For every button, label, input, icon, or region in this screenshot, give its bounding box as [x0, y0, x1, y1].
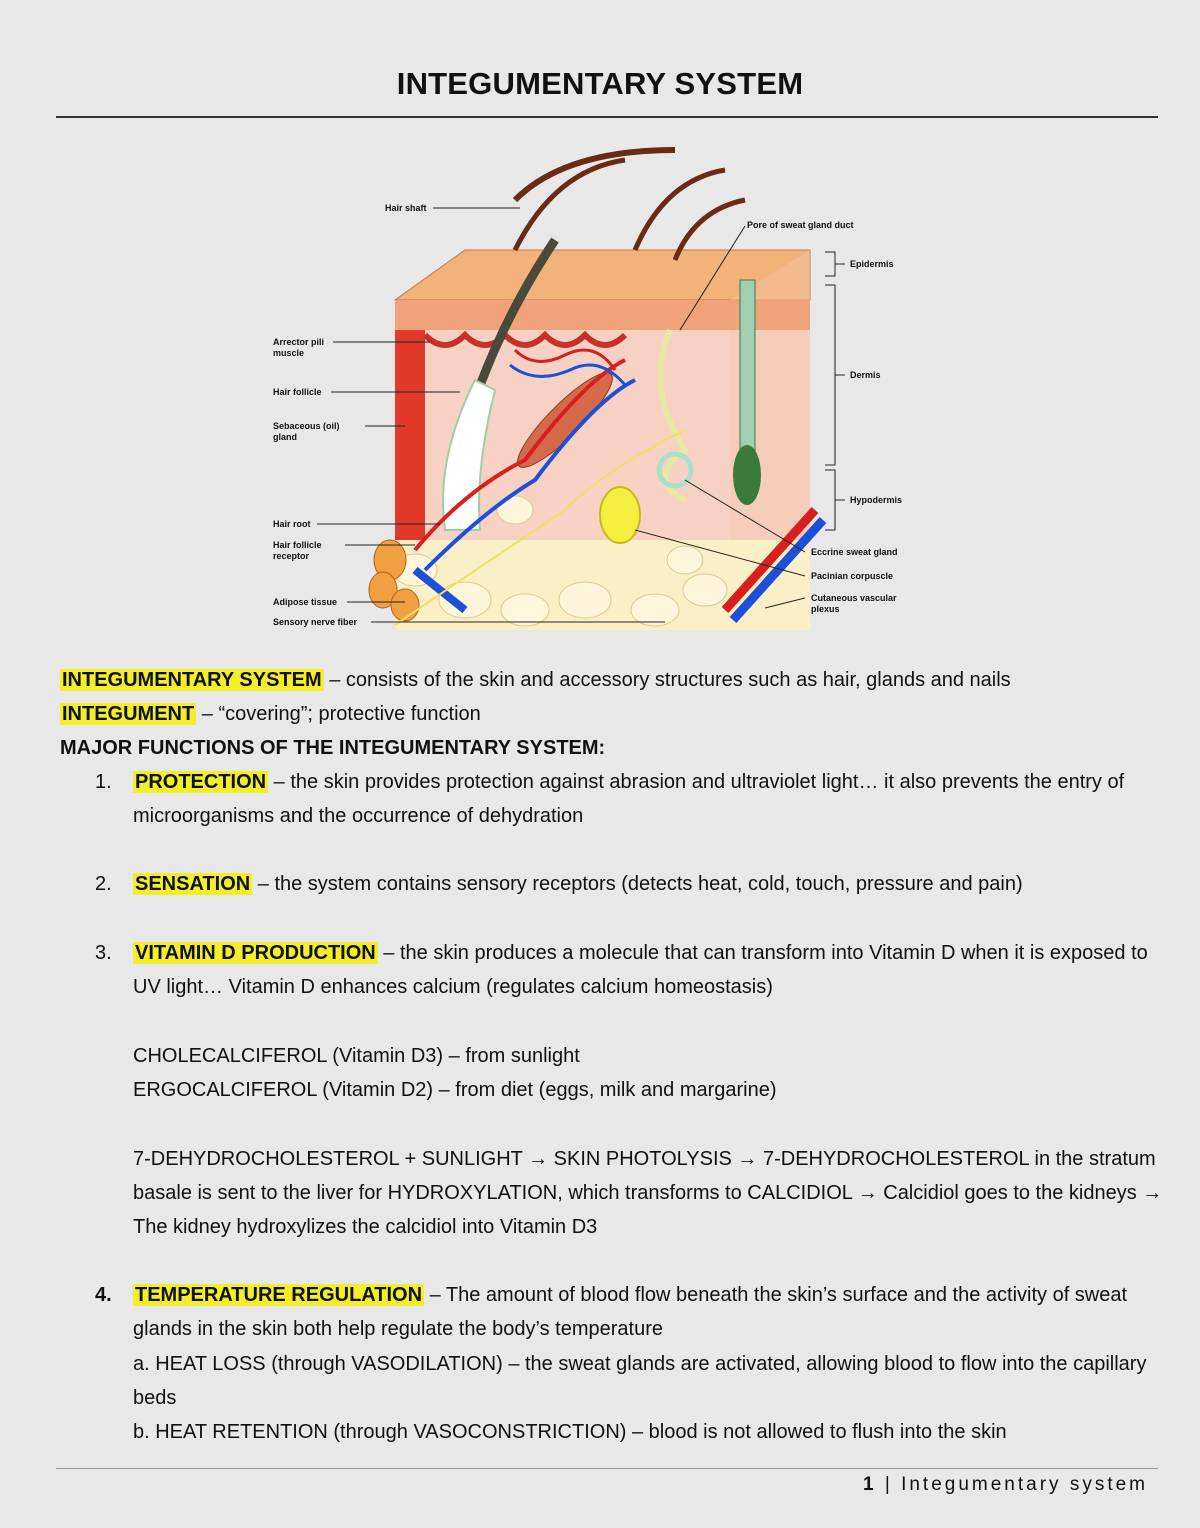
label-hypodermis: Hypodermis — [850, 495, 903, 505]
label-sebaceous-2: gland — [273, 432, 297, 442]
skin-diagram-svg — [265, 130, 935, 645]
label-pore: Pore of sweat gland duct — [747, 220, 854, 230]
vitamin-d3-line: CHOLECALCIFEROL (Vitamin D3) – from sunlight — [133, 1045, 580, 1067]
functions-heading: MAJOR FUNCTIONS OF THE INTEGUMENTARY SYSTEM: — [60, 737, 606, 759]
label-cutaneous-1: Cutaneous vascular — [811, 593, 897, 603]
layer-brackets — [825, 252, 845, 530]
title-rule — [56, 116, 1158, 118]
footer-label: Integumentary system — [901, 1474, 1148, 1495]
definition-integument-text: – “covering”; protective function — [196, 703, 481, 725]
function-text: – the system contains sensory receptors (detects heat, cold, touch, pressure and pain) — [252, 873, 1023, 895]
function-number: 2. — [95, 873, 112, 895]
heat-retention-line: b. HEAT RETENTION (through VASOCONSTRICTION) – blood is not allowed to flush into the skin — [133, 1421, 1007, 1443]
definition-integumentary-text: – consists of the skin and accessory structures such as hair, glands and nails — [323, 669, 1011, 691]
function-number: 1. — [95, 771, 112, 793]
label-sensory: Sensory nerve fiber — [273, 617, 358, 627]
label-hf-receptor-1: Hair follicle — [273, 540, 322, 550]
term-integumentary-system: INTEGUMENTARY SYSTEM — [62, 669, 322, 691]
label-pacinian: Pacinian corpuscle — [811, 571, 894, 581]
definition-integumentary — [60, 663, 1160, 697]
function-vitamin-d — [95, 936, 1165, 1004]
label-epidermis: Epidermis — [850, 259, 894, 269]
label-adipose: Adipose tissue — [273, 597, 338, 607]
function-number: 4. — [95, 1284, 112, 1306]
pacinian-corpuscle — [600, 487, 640, 543]
function-term: TEMPERATURE REGULATION — [135, 1284, 423, 1306]
label-cutaneous-2: plexus — [811, 604, 840, 614]
label-hair-root: Hair root — [273, 519, 311, 529]
definition-integument — [60, 697, 1160, 731]
skin-diagram — [265, 130, 935, 645]
function-text: – the skin provides protection against abrasion and ultraviolet light… it also prevents the entry of microorganisms and the occurrence of dehydration — [133, 771, 1125, 827]
function-temperature — [95, 1278, 1165, 1346]
function-protection — [95, 765, 1165, 833]
label-hf-receptor-2: receptor — [273, 551, 310, 561]
footer-rule — [56, 1468, 1158, 1469]
function-term: VITAMIN D PRODUCTION — [135, 942, 376, 964]
footer-separator: | — [876, 1474, 902, 1495]
label-hair-shaft: Hair shaft — [385, 203, 427, 213]
hair-strand-3 — [635, 170, 725, 250]
hair-strand-2 — [515, 160, 625, 250]
vitamin-d-pathway: 7-DEHYDROCHOLESTEROL + SUNLIGHT → SKIN PHOTOLYSIS → 7-DEHYDROCHOLESTEROL in the stratum basale is sent to the liver for HYDROXYLATION, which transforms to CALCIDIOL → Calcidiol goes to the kidneys → The kidney hydroxylizes the calcidiol into Vitamin D3 — [133, 1148, 1163, 1238]
function-term: PROTECTION — [135, 771, 267, 793]
label-sebaceous-1: Sebaceous (oil) — [273, 421, 340, 431]
vitamin-d2-line: ERGOCALCIFEROL (Vitamin D2) – from diet (eggs, milk and margarine) — [133, 1079, 777, 1101]
label-arrector-1: Arrector pili — [273, 337, 325, 347]
label-hair-follicle: Hair follicle — [273, 387, 322, 397]
function-text: – The amount of blood flow beneath the skin’s surface and the activity of sweat glands in the skin both help regulate the body’s temperature — [133, 1284, 1128, 1340]
function-sensation — [95, 867, 1165, 901]
heat-loss-line: a. HEAT LOSS (through VASODILATION) – the sweat glands are activated, allowing blood to flow into the capillary beds — [133, 1353, 1147, 1409]
function-text: – the skin produces a molecule that can transform into Vitamin D when it is exposed to UV light… Vitamin D enhances calcium (regulates calcium homeostasis) — [133, 942, 1148, 998]
label-eccrine: Eccrine sweat gland — [811, 547, 898, 557]
page-footer — [863, 1474, 1148, 1496]
hair-bulb — [733, 445, 761, 505]
function-term: SENSATION — [135, 873, 251, 895]
label-dermis: Dermis — [850, 370, 881, 380]
page-number: 1 — [863, 1474, 877, 1495]
hair-strand-1 — [515, 150, 675, 200]
page-title: INTEGUMENTARY SYSTEM — [396, 66, 804, 101]
function-number: 3. — [95, 942, 112, 964]
term-integument: INTEGUMENT — [62, 703, 195, 725]
label-arrector-2: muscle — [273, 348, 305, 358]
